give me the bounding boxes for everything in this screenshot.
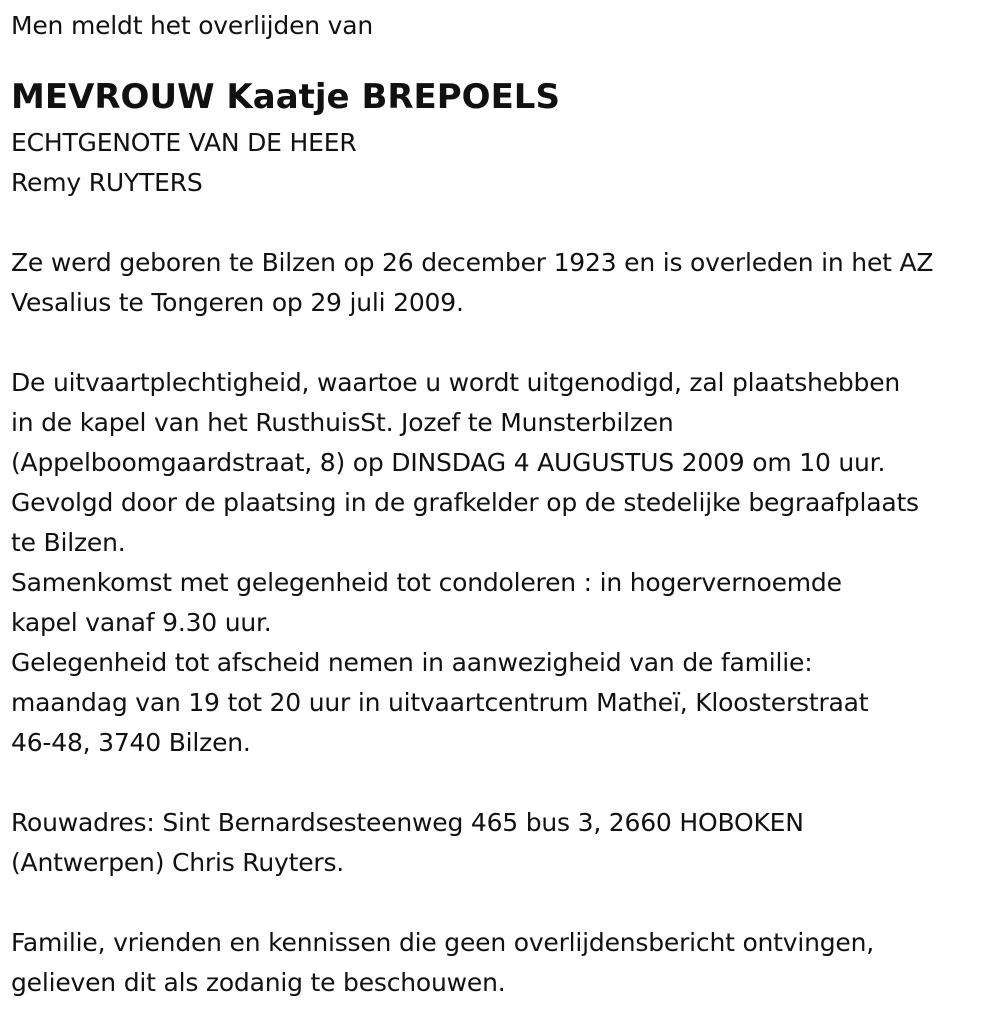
paragraph-line: (Appelboomgaardstraat, 8) op DINSDAG 4 AUGUSTUS 2009 om 10 uur. — [11, 448, 886, 477]
paragraph-line: Familie, vrienden en kennissen die geen overlijdensbericht ontvingen, — [11, 928, 875, 957]
spacer — [11, 883, 996, 923]
spacer — [11, 763, 996, 803]
paragraph-line: in de kapel van het RusthuisSt. Jozef te Munsterbilzen — [11, 408, 674, 437]
paragraph-line: Gevolgd door de plaatsing in de grafkelder op de stedelijke begraafplaats — [11, 488, 919, 517]
paragraph-line: Samenkomst met gelegenheid tot condoleren : in hogervernoemde — [11, 568, 842, 597]
paragraph-line: gelieven dit als zodanig te beschouwen. — [11, 968, 506, 997]
paragraph-line: Rouwadres: Sint Bernardsesteenweg 465 bus 3, 2660 HOBOKEN — [11, 808, 804, 837]
deceased-name: MEVROUW Kaatje BREPOELS — [11, 77, 560, 117]
spouse-name: Remy RUYTERS — [11, 168, 203, 197]
closing-paragraph — [11, 923, 996, 1003]
paragraph-line: Ze werd geboren te Bilzen op 26 december 1923 en is overleden in het AZ — [11, 248, 934, 277]
spacer — [11, 203, 996, 243]
paragraph-line: maandag van 19 tot 20 uur in uitvaartcentrum Matheï, Kloosterstraat — [11, 688, 869, 717]
paragraph-line: te Bilzen. — [11, 528, 126, 557]
birth-death-paragraph — [11, 243, 996, 323]
paragraph-line: Vesalius te Tongeren op 29 juli 2009. — [11, 288, 464, 317]
paragraph-line: 46-48, 3740 Bilzen. — [11, 728, 251, 757]
paragraph-line: (Antwerpen) Chris Ruyters. — [11, 848, 345, 877]
paragraph-line: kapel vanaf 9.30 uur. — [11, 608, 272, 637]
intro-text: Men meldt het overlijden van — [11, 11, 374, 40]
ceremony-paragraph — [11, 363, 996, 763]
spouse-title: ECHTGENOTE VAN DE HEER — [11, 128, 357, 157]
paragraph-line: De uitvaartplechtigheid, waartoe u wordt uitgenodigd, zal plaatshebben — [11, 368, 901, 397]
address-paragraph — [11, 803, 996, 883]
paragraph-line: Gelegenheid tot afscheid nemen in aanwezigheid van de familie: — [11, 648, 813, 677]
spacer — [11, 323, 996, 363]
death-notice — [11, 0, 996, 1003]
